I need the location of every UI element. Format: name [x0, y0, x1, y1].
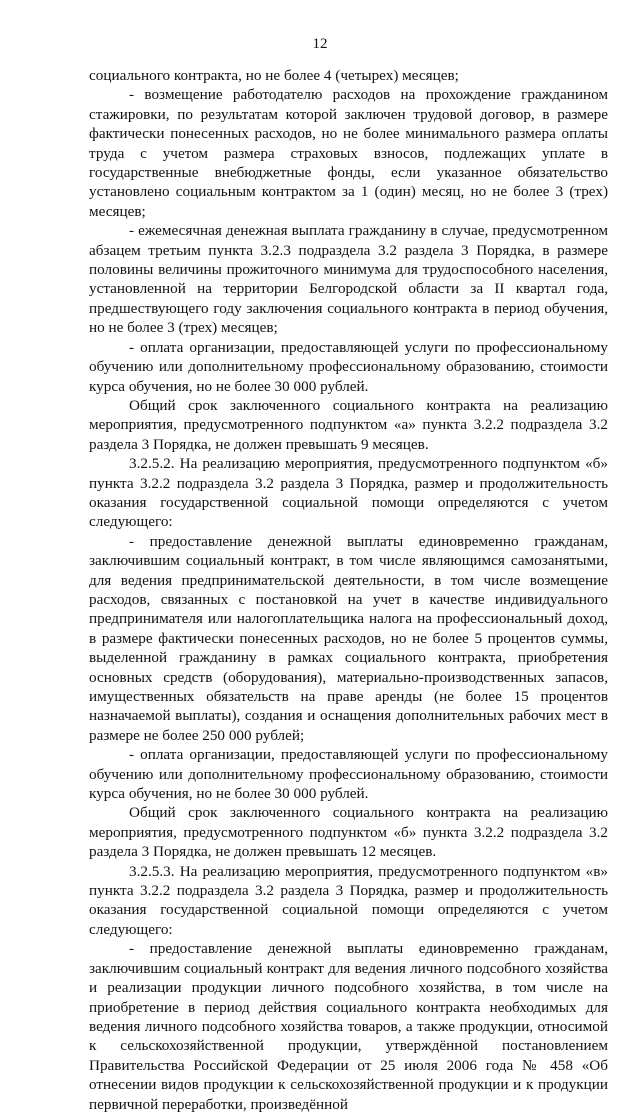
paragraph: - ежемесячная денежная выплата гражданину в случае, предусмотренном абзацем третьим пункта 3.2.3 подраздела 3.2 раздела 3 Порядка, в размере половины величины прожиточного минимума для трудоспособного населения, установленной на территории Белгородской области за II квартал года, предшествующего году заключения социального контракта в период обучения, но не более 3 (трех) месяцев; [89, 222, 608, 337]
paragraph: Общий срок заключенного социального контракта на реализацию мероприятия, предусмотренного подпунктом «а» пункта 3.2.2 подраздела 3.2 раздела 3 Порядка, не должен превышать 9 месяцев. [89, 396, 608, 453]
paragraph: социального контракта, но не более 4 (четырех) месяцев; [89, 67, 459, 84]
paragraph: - оплата организации, предоставляющей услуги по профессиональному обучению или дополнительному профессиональному образованию, стоимости курса обучения, но не более 30 000 рублей. [89, 746, 608, 803]
paragraph: 3.2.5.3. На реализацию мероприятия, предусмотренного подпунктом «в» пункта 3.2.2 подраздела 3.2 раздела 3 Порядка, размер и продолжительность оказания государственной социальной помощи определяются с учетом следующего: [89, 862, 608, 938]
document-body [89, 66, 608, 1114]
paragraph: - оплата организации, предоставляющей услуги по профессиональному обучению или дополнительному профессиональному образованию, стоимости курса обучения, но не более 30 000 рублей. [89, 338, 608, 395]
page-number: 12 [312, 36, 328, 52]
paragraph: - возмещение работодателю расходов на прохождение гражданином стажировки, по результатам которой заключен трудовой договор, в размере фактически понесенных расходов, но не более минимального размера оплаты труда с учетом размера страховых взносов, подлежащих уплате в государственные внебюджетные фонды, если указанное обязательство установлено социальным контрактом за 1 (один) месяц, но не более 3 (трех) месяцев; [89, 86, 608, 220]
paragraph: 3.2.5.2. На реализацию мероприятия, предусмотренного подпунктом «б» пункта 3.2.2 подраздела 3.2 раздела 3 Порядка, размер и продолжительность оказания государственной социальной помощи определяются с учетом следующего: [89, 455, 608, 531]
paragraph: - предоставление денежной выплаты единовременно гражданам, заключившим социальный контракт, в том числе являющимся самозанятыми, для ведения предпринимательской деятельности, в том числе возмещение расходов, связанных с постановкой на учет в качестве индивидуального предпринимателя или налогоплательщика налога на профессиональный доход, в размере фактически понесенных расходов, но не более 5 процентов суммы, выделенной гражданину в рамках социального контракта, приобретения основных средств (оборудования), материально-производственных запасов, имущественных обязательств на праве аренды (не более 15 процентов назначаемой выплаты), создания и оснащения дополнительных рабочих мест в размере не более 250 000 рублей; [89, 532, 608, 744]
paragraph: Общий срок заключенного социального контракта на реализацию мероприятия, предусмотренного подпунктом «б» пункта 3.2.2 подраздела 3.2 раздела 3 Порядка, не должен превышать 12 месяцев. [89, 804, 608, 861]
paragraph: - предоставление денежной выплаты единовременно гражданам, заключившим социальный контракт для ведения личного подсобного хозяйства и реализации продукции личного подсобного хозяйства, в том числе на приобретение в период действия социального контракта необходимых для ведения личного подсобного хозяйства товаров, а также продукции, относимой к сельскохозяйственной продукции, утверждённой постановлением Правительства Российской Федерации от 25 июля 2006 года № 458 «Об отнесении видов продукции к сельскохозяйственной продукции и к продукции первичной переработки, произведённой [89, 940, 608, 1113]
